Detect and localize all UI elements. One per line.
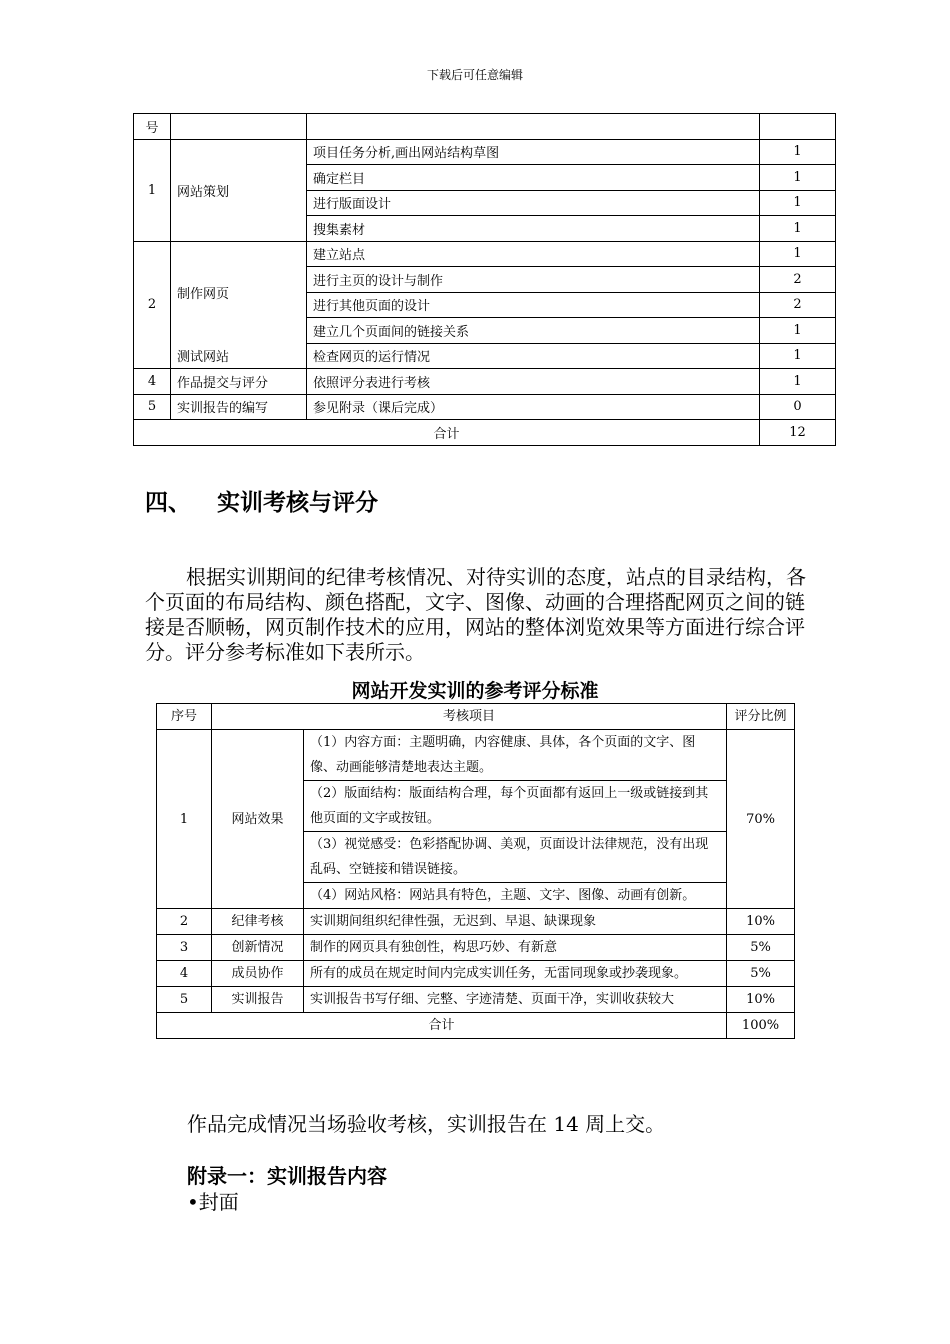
table-row [157, 935, 795, 961]
hours-cell: 2 [760, 292, 836, 318]
appendix-title: 附录一：实训报告内容 [187, 1164, 387, 1188]
criteria-cell: （3）视觉感受：色彩搭配协调、美观，页面设计法律规范，没有出现乱码、空链接和错误链接。 [304, 832, 727, 883]
row-num: 3 [157, 935, 212, 961]
task-cell: 项目任务分析,画出网站结构草图 [307, 139, 760, 165]
task-cell: 参见附录（课后完成） [307, 394, 760, 420]
section-number: 四、 [145, 490, 191, 516]
task-cell: 进行其他页面的设计 [307, 292, 760, 318]
row-num: 4 [157, 961, 212, 987]
row-ratio: 5% [727, 935, 795, 961]
table-row [134, 420, 836, 446]
hours-cell: 1 [760, 369, 836, 395]
group-name: 网站策划 [171, 139, 307, 241]
header-ratio: 评分比例 [727, 704, 795, 730]
criteria-cell: （4）网站风格：网站具有特色，主题、文字、图像、动画有创新。 [304, 883, 727, 909]
table-row [134, 139, 836, 165]
table-row [134, 343, 836, 369]
criteria-cell: 实训期间组织纪律性强，无迟到、早退、缺课现象 [304, 909, 727, 935]
row-num: 1 [157, 730, 212, 909]
task-cell: 进行主页的设计与制作 [307, 267, 760, 293]
group-num: 5 [134, 394, 171, 420]
row-ratio: 10% [727, 987, 795, 1013]
row-num: 5 [157, 987, 212, 1013]
group-num: 1 [134, 139, 171, 241]
group-name: 实训报告的编写 [171, 394, 307, 420]
hours-cell: 0 [760, 394, 836, 420]
table-row [134, 369, 836, 395]
row-name: 网站效果 [212, 730, 304, 909]
table-row [157, 961, 795, 987]
row-name: 实训报告 [212, 987, 304, 1013]
task-cell: 检查网页的运行情况 [307, 343, 760, 369]
table-row [157, 909, 795, 935]
table-row [134, 241, 836, 267]
total-label: 合计 [157, 1013, 727, 1039]
page-header: 下载后可任意编辑 [426, 68, 523, 82]
hours-cell: 1 [760, 318, 836, 344]
bullet-item: •封面 [187, 1190, 239, 1214]
hours-cell: 1 [760, 139, 836, 165]
task-cell: 确定栏目 [307, 165, 760, 191]
hours-cell: 1 [760, 343, 836, 369]
header-item: 考核项目 [212, 704, 727, 730]
group-num: 4 [134, 369, 171, 395]
table-row [157, 1013, 795, 1039]
total-label: 合计 [134, 420, 760, 446]
table-title: 网站开发实训的参考评分标准 [351, 680, 599, 702]
total-value: 12 [760, 420, 836, 446]
group-num: 2 [134, 241, 171, 369]
section-heading [145, 484, 378, 517]
hours-cell: 1 [760, 165, 836, 191]
header-num: 序号 [157, 704, 212, 730]
body-paragraph: 根据实训期间的纪律考核情况、对待实训的态度，站点的目录结构，各个页面的布局结构、颜色搭配，文字、图像、动画的合理搭配网页之间的链接是否顺畅，网页制作技术的应用，网站的整体浏览效果等方面进行综合评分。评分参考标准如下表所示。 [145, 565, 806, 664]
hours-cell: 1 [760, 190, 836, 216]
total-value: 100% [727, 1013, 795, 1039]
row-num: 2 [157, 909, 212, 935]
seq-header-fragment: 号 [134, 114, 171, 140]
criteria-cell: 实训报告书写仔细、完整、字迹清楚、页面干净，实训收获较大 [304, 987, 727, 1013]
criteria-cell: （2）版面结构：版面结构合理，每个页面都有返回上一级或链接到其他页面的文字或按钮。 [304, 781, 727, 832]
task-cell: 依照评分表进行考核 [307, 369, 760, 395]
row-name: 纪律考核 [212, 909, 304, 935]
group-name: 制作网页 [171, 241, 307, 343]
task-cell: 建立站点 [307, 241, 760, 267]
criteria-cell: （1）内容方面：主题明确，内容健康、具体，各个页面的文字、图像、动画能够清楚地表达主题。 [304, 730, 727, 781]
hours-cell: 1 [760, 241, 836, 267]
group-name: 作品提交与评分 [171, 369, 307, 395]
criteria-cell: 制作的网页具有独创性，构思巧妙、有新意 [304, 935, 727, 961]
table-row [134, 114, 836, 140]
group-name: 测试网站 [171, 343, 307, 369]
submission-note: 作品完成情况当场验收考核，实训报告在 14 周上交。 [187, 1112, 666, 1136]
criteria-cell: 所有的成员在规定时间内完成实训任务，无雷同现象或抄袭现象。 [304, 961, 727, 987]
schedule-table [133, 113, 836, 446]
grading-table [156, 703, 795, 1039]
row-ratio: 5% [727, 961, 795, 987]
table-row [157, 704, 795, 730]
row-name: 创新情况 [212, 935, 304, 961]
table-row [134, 394, 836, 420]
task-cell: 进行版面设计 [307, 190, 760, 216]
hours-cell: 2 [760, 267, 836, 293]
task-cell: 建立几个页面间的链接关系 [307, 318, 760, 344]
hours-cell: 1 [760, 216, 836, 242]
table-row [157, 987, 795, 1013]
row-ratio: 10% [727, 909, 795, 935]
section-title: 实训考核与评分 [217, 490, 378, 516]
task-cell: 搜集素材 [307, 216, 760, 242]
row-ratio: 70% [727, 730, 795, 909]
row-name: 成员协作 [212, 961, 304, 987]
table-row [157, 730, 795, 781]
